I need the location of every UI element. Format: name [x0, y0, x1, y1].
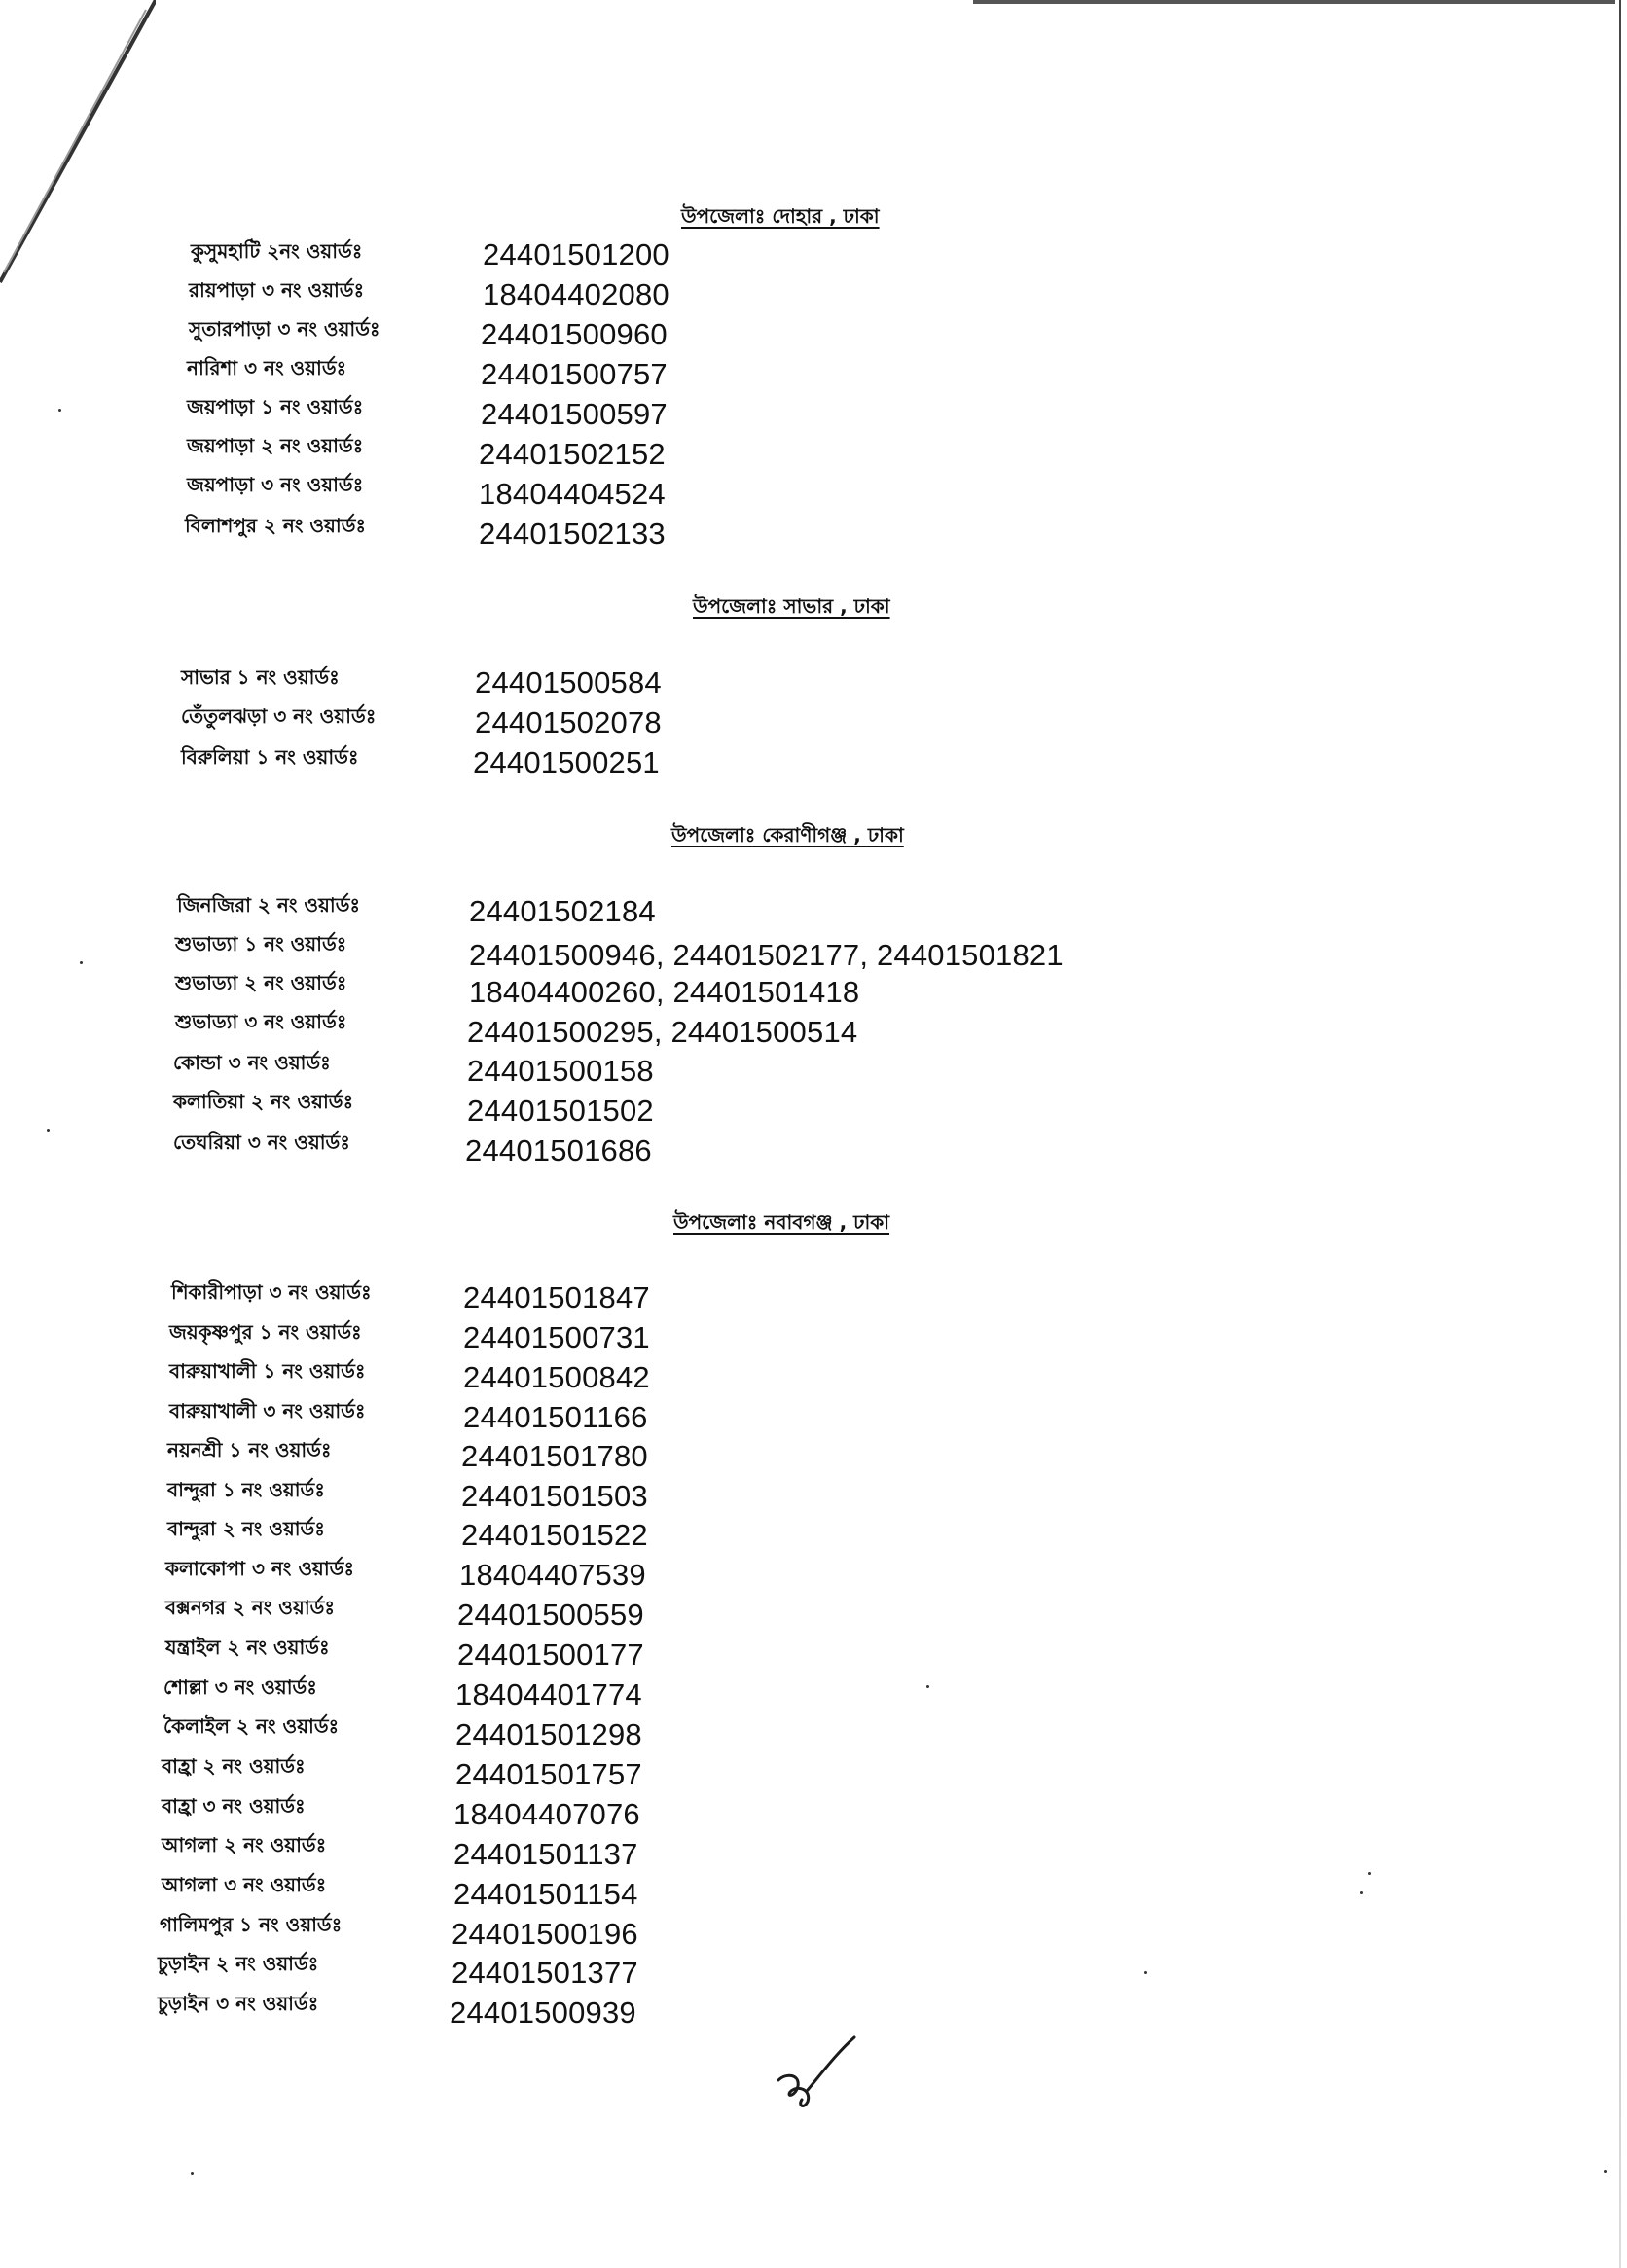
ward-code: 18404407539: [459, 1558, 646, 1592]
scan-speck: [1360, 1891, 1363, 1894]
ward-label: বিরুলিয়া ১ নং ওয়ার্ডঃ: [181, 745, 359, 769]
page-edge-right: [1619, 0, 1621, 2268]
ward-code: 24401501377: [452, 1956, 638, 1990]
ward-label: নারিশা ৩ নং ওয়ার্ডঃ: [187, 356, 347, 379]
ward-label: বান্দুরা ২ নং ওয়ার্ডঃ: [167, 1517, 325, 1540]
ward-label: রায়পাড়া ৩ নং ওয়ার্ডঃ: [189, 278, 365, 302]
section-heading-nawabganj: উপজেলাঃ নবাবগঞ্জ , ঢাকা: [673, 1210, 890, 1234]
scan-speck: [1368, 1872, 1371, 1875]
scan-speck: [1144, 1971, 1147, 1974]
ward-code: 24401502133: [479, 517, 666, 551]
scan-speck: [80, 961, 83, 964]
ward-label: বাহ্রা ৩ নং ওয়ার্ডঃ: [162, 1794, 306, 1818]
ward-code: 24401501847: [463, 1280, 650, 1314]
ward-code: 18404402080: [483, 277, 669, 311]
ward-code: 24401500584: [475, 666, 662, 700]
ward-code: 24401500196: [452, 1917, 638, 1951]
ward-code: 18404401774: [455, 1677, 642, 1711]
ward-label: কলাতিয়া ২ নং ওয়ার্ডঃ: [173, 1090, 354, 1113]
ward-code: 24401500559: [457, 1598, 644, 1632]
ward-code: 24401502152: [479, 437, 666, 471]
ward-label: সুতারপাড়া ৩ নং ওয়ার্ডঃ: [189, 317, 380, 341]
ward-label: কোন্ডা ৩ নং ওয়ার্ডঃ: [173, 1051, 331, 1074]
ward-label: সাভার ১ নং ওয়ার্ডঃ: [181, 666, 340, 689]
ward-code: 24401501200: [483, 237, 669, 271]
ward-label: কলাকোপা ৩ নং ওয়ার্ডঃ: [165, 1557, 355, 1580]
ward-label: নয়নশ্রী ১ নং ওয়ার্ডঃ: [167, 1438, 332, 1461]
ward-label: কৈলাইল ২ নং ওয়ার্ডঃ: [163, 1714, 340, 1738]
section-heading-keraniganj: উপজেলাঃ কেরাণীগঞ্জ , ঢাকা: [671, 823, 904, 846]
ward-code: 24401500757: [481, 357, 668, 391]
ward-code: 24401500251: [473, 745, 660, 779]
ward-code: 24401500295, 24401500514: [467, 1015, 858, 1049]
scan-speck: [1604, 2170, 1607, 2173]
ward-label: শুভাড্যা ২ নং ওয়ার্ডঃ: [175, 971, 347, 994]
ward-code: 18404404524: [479, 477, 666, 511]
ward-code: 24401500177: [457, 1638, 644, 1672]
ward-code: 24401501522: [461, 1518, 648, 1552]
ward-label: তেঘরিয়া ৩ নং ওয়ার্ডঃ: [173, 1131, 350, 1154]
ward-label: গালিমপুর ১ নং ওয়ার্ডঃ: [160, 1913, 343, 1936]
ward-code: 24401500842: [463, 1360, 650, 1394]
folded-corner-shadow: [0, 0, 156, 292]
ward-label: শুভাড্যা ৩ নং ওয়ার্ডঃ: [175, 1010, 347, 1033]
ward-code: 24401500946, 24401502177, 24401501821: [469, 938, 1064, 972]
ward-label: আগলা ২ নং ওয়ার্ডঃ: [162, 1833, 327, 1856]
ward-label: জয়পাড়া ৩ নং ওয়ার্ডঃ: [187, 473, 364, 496]
ward-code: 24401501503: [461, 1479, 648, 1513]
handwritten-initial-mark: [769, 2034, 856, 2111]
ward-label: কুসুমহাটি ২নং ওয়ার্ডঃ: [191, 239, 363, 263]
ward-label: বান্দুরা ১ নং ওয়ার্ডঃ: [167, 1478, 325, 1501]
ward-code: 24401501137: [453, 1837, 638, 1871]
ward-code: 24401500597: [481, 397, 668, 431]
ward-label: বক্সনগর ২ নং ওয়ার্ডঃ: [165, 1596, 335, 1619]
scan-speck: [47, 1129, 50, 1132]
ward-code: 24401501166: [463, 1400, 648, 1434]
scan-speck: [191, 2172, 194, 2175]
ward-label: জয়পাড়া ২ নং ওয়ার্ডঃ: [187, 434, 364, 457]
scan-speck: [58, 409, 61, 412]
ward-label: চুড়াইন ২ নং ওয়ার্ডঃ: [158, 1952, 319, 1975]
ward-code: 24401502184: [469, 894, 656, 928]
page-edge-top: [973, 0, 1615, 4]
section-heading-dohar: উপজেলাঃ দোহার , ঢাকা: [681, 204, 880, 228]
ward-label: তেঁতুলঝড়া ৩ নং ওয়ার্ডঃ: [181, 704, 377, 728]
section-heading-savar: উপজেলাঃ সাভার , ঢাকা: [693, 594, 890, 618]
ward-code: 24401501298: [455, 1717, 642, 1751]
ward-label: শুভাড্যা ১ নং ওয়ার্ডঃ: [175, 932, 347, 955]
ward-label: চুড়াইন ৩ নং ওয়ার্ডঃ: [158, 1992, 319, 2015]
ward-label: জিনজিরা ২ নং ওয়ার্ডঃ: [177, 893, 361, 917]
ward-label: শোল্লা ৩ নং ওয়ার্ডঃ: [163, 1675, 317, 1699]
ward-code: 24401500158: [467, 1054, 654, 1088]
ward-label: বারুয়াখালী ১ নং ওয়ার্ডঃ: [169, 1359, 366, 1383]
ward-code: 18404400260, 24401501418: [469, 975, 860, 1009]
ward-code: 24401501154: [453, 1877, 638, 1911]
ward-code: 24401500731: [463, 1320, 650, 1354]
ward-code: 18404407076: [453, 1797, 640, 1831]
scan-speck: [926, 1685, 929, 1688]
ward-label: যন্ত্রাইল ২ নং ওয়ার্ডঃ: [165, 1636, 330, 1659]
ward-code: 24401501502: [467, 1094, 654, 1128]
ward-label: জয়কৃষ্ণপুর ১ নং ওয়ার্ডঃ: [169, 1320, 362, 1344]
ward-code: 24401500939: [450, 1996, 636, 2030]
ward-label: জয়পাড়া ১ নং ওয়ার্ডঃ: [187, 395, 364, 418]
ward-code: 24401501757: [455, 1757, 642, 1791]
ward-code: 24401500960: [481, 317, 668, 351]
ward-label: বাহ্রা ২ নং ওয়ার্ডঃ: [162, 1754, 306, 1778]
ward-code: 24401501780: [461, 1439, 648, 1473]
ward-code: 24401502078: [475, 705, 662, 739]
ward-code: 24401501686: [465, 1134, 652, 1168]
ward-label: বারুয়াখালী ৩ নং ওয়ার্ডঃ: [169, 1399, 366, 1422]
ward-label: শিকারীপাড়া ৩ নং ওয়ার্ডঃ: [171, 1280, 372, 1304]
ward-label: আগলা ৩ নং ওয়ার্ডঃ: [162, 1873, 327, 1896]
ward-label: বিলাশপুর ২ নং ওয়ার্ডঃ: [185, 514, 367, 537]
